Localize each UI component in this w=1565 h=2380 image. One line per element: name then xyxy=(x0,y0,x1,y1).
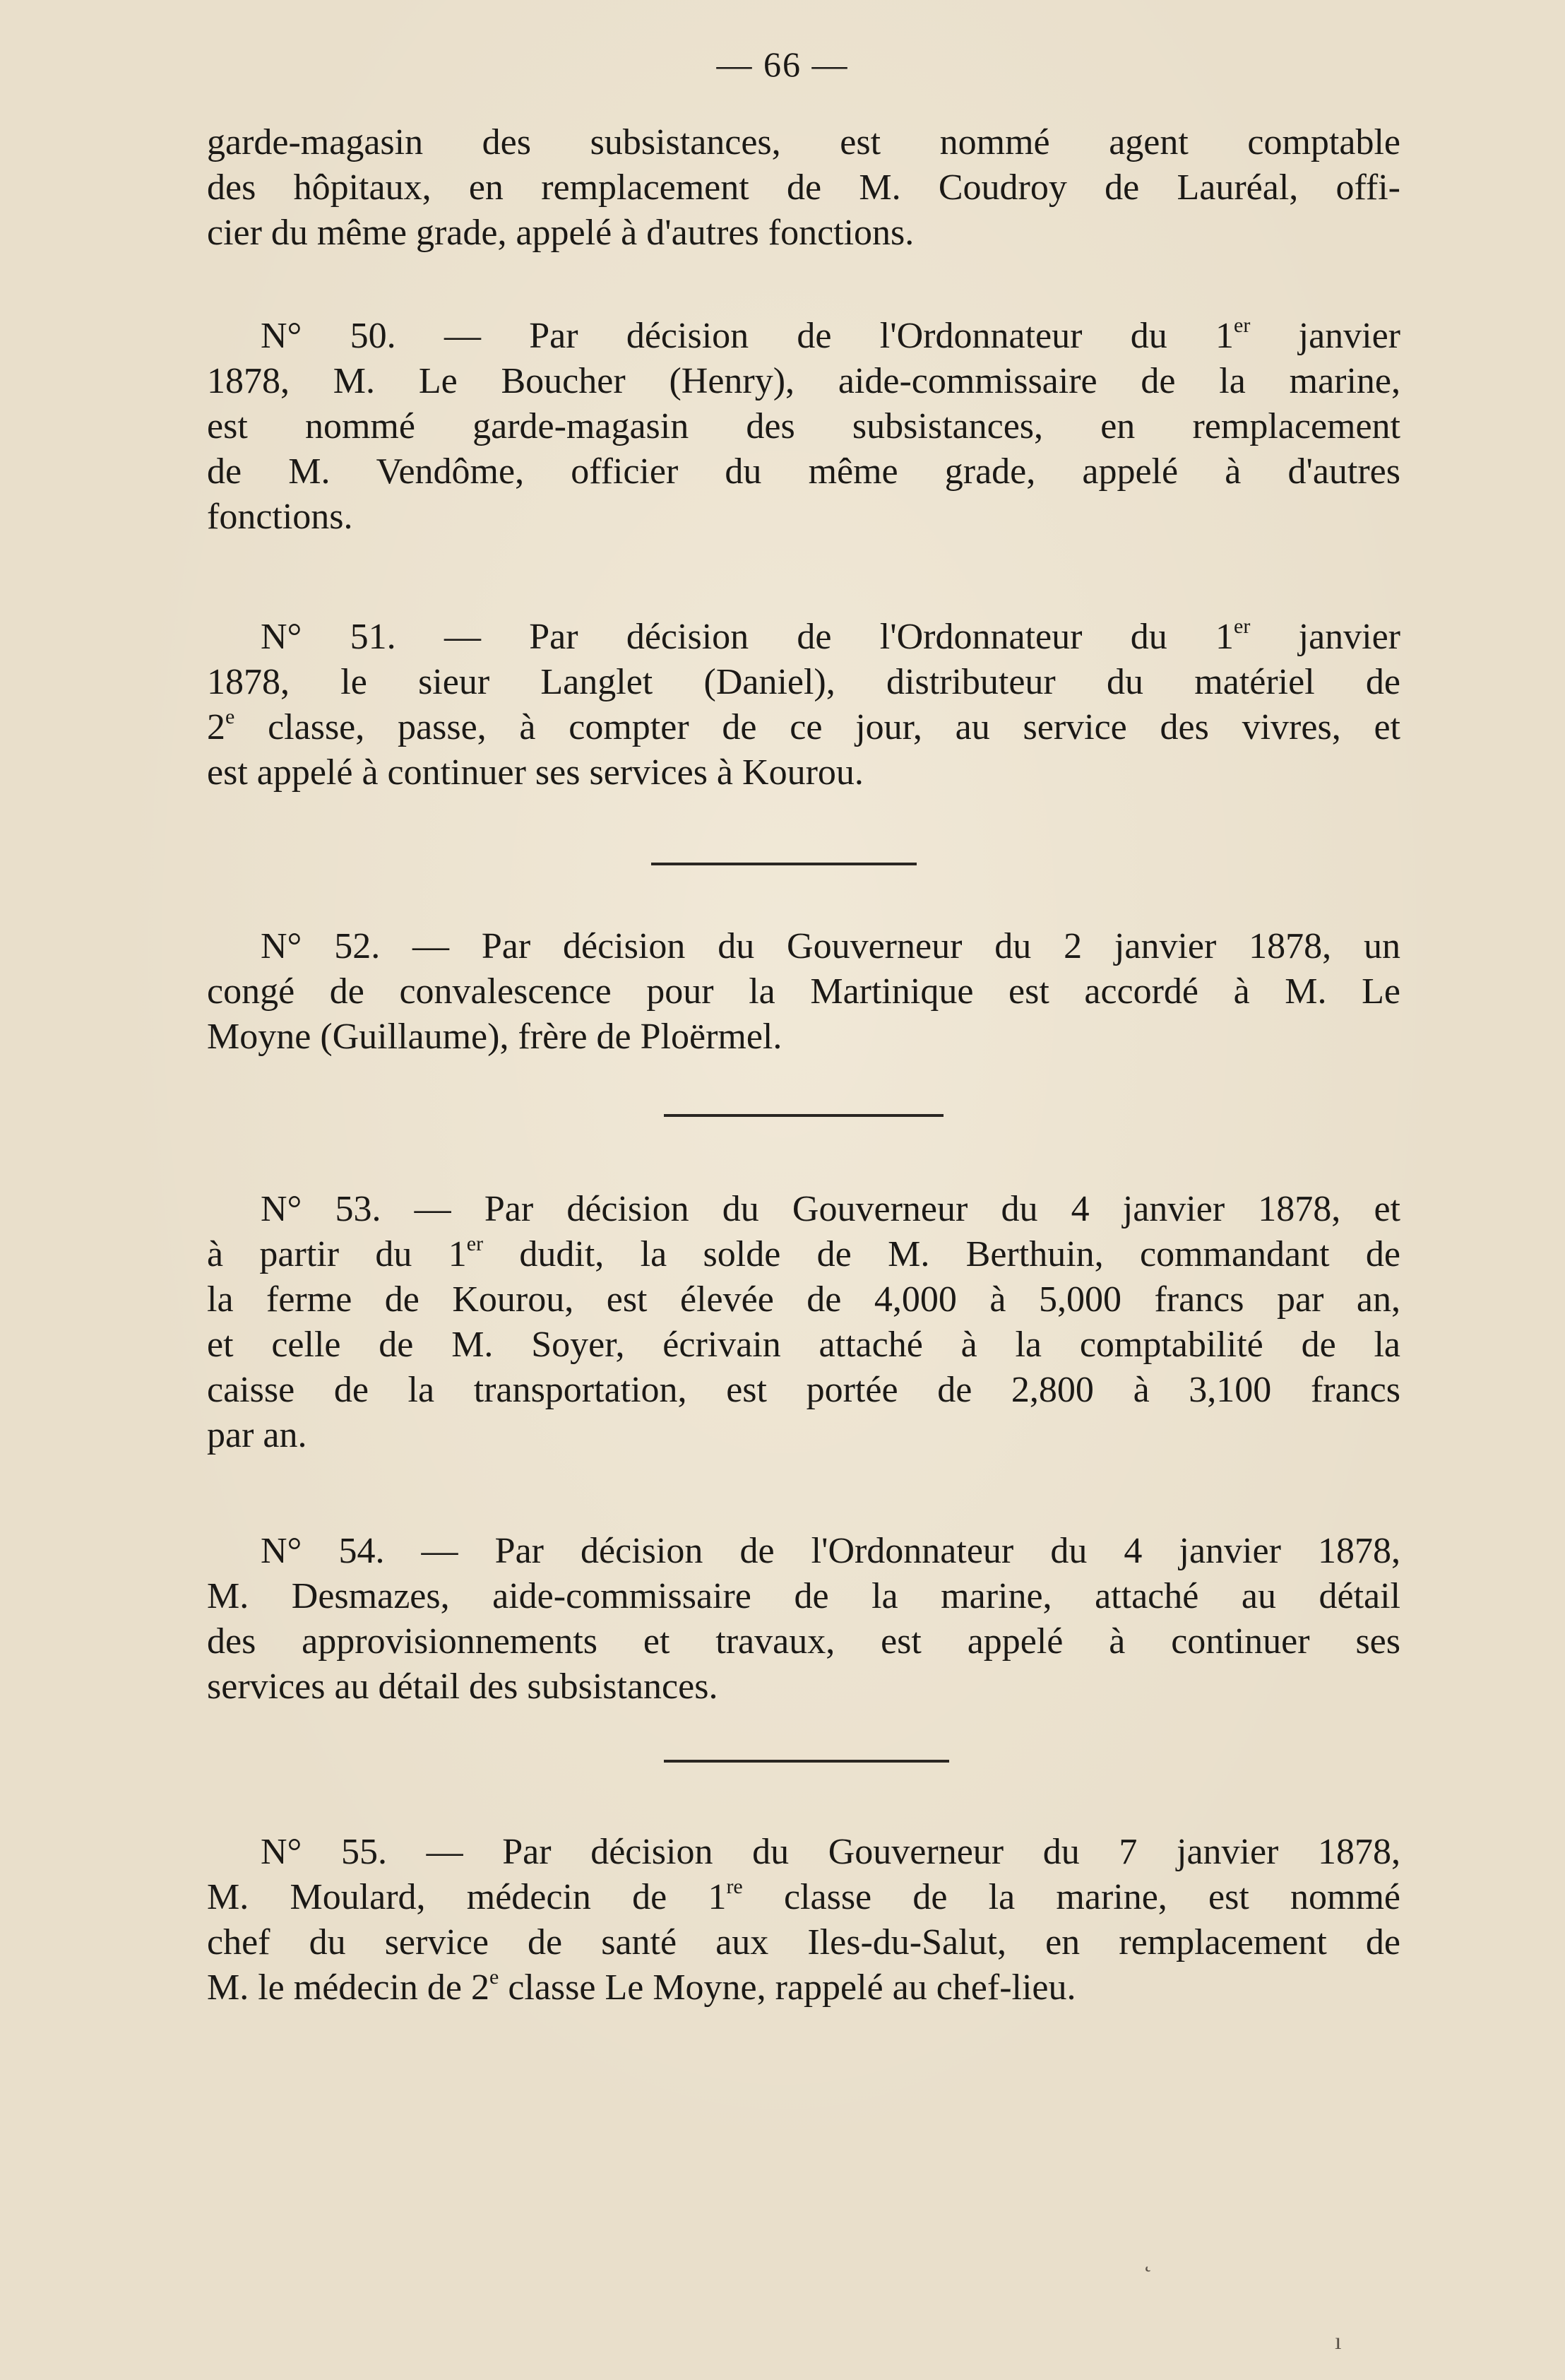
superscript: er xyxy=(1234,314,1251,337)
paragraph-no-50 xyxy=(207,314,1400,540)
text-line: chef du service de santé aux Iles-du-Salut, en remplacement de xyxy=(207,1922,1400,1962)
superscript: er xyxy=(466,1232,484,1255)
superscript: er xyxy=(1234,615,1251,638)
text-line: M. Moulard, médecin de 1re classe de la marine, est nommé xyxy=(207,1875,1400,1917)
text-line: 1878, M. Le Boucher (Henry), aide-commissaire de la marine, xyxy=(207,361,1400,401)
section-divider xyxy=(664,1760,949,1763)
text-line: caisse de la transportation, est portée de 2,800 à 3,100 francs xyxy=(207,1370,1400,1410)
text-line: congé de convalescence pour la Martinique est accordé à M. Le xyxy=(207,971,1400,1012)
paper-mark: ˛ xyxy=(1144,2246,1153,2273)
text-line: garde-magasin des subsistances, est nommé agent comptable xyxy=(207,122,1400,162)
text-line: 1878, le sieur Langlet (Daniel), distributeur du matériel de xyxy=(207,662,1400,702)
superscript: e xyxy=(225,705,235,728)
text-line: 2e classe, passe, à compter de ce jour, au service des vivres, et xyxy=(207,705,1400,747)
superscript: re xyxy=(726,1875,743,1898)
text-line: fonctions. xyxy=(207,497,353,537)
text-line: N° 50. — Par décision de l'Ordonnateur du 1er janvier xyxy=(261,314,1400,356)
paragraph-continuation xyxy=(207,120,1400,256)
paragraph-no-53 xyxy=(207,1187,1400,1458)
text-line: N° 53. — Par décision du Gouverneur du 4 janvier 1878, et xyxy=(261,1189,1400,1229)
paragraph-no-55 xyxy=(207,1830,1400,2011)
paper-mark: ı xyxy=(1335,2328,1342,2355)
text-line: est nommé garde-magasin des subsistances, en remplacement xyxy=(207,406,1400,446)
page-number: — 66 — xyxy=(716,45,849,84)
text-line: N° 54. — Par décision de l'Ordonnateur du 4 janvier 1878, xyxy=(261,1531,1400,1571)
section-divider xyxy=(651,863,917,865)
text-line: à partir du 1er dudit, la solde de M. Berthuin, commandant de xyxy=(207,1232,1401,1274)
text-line: est appelé à continuer ses services à Kourou. xyxy=(207,752,864,793)
text-line: M. Desmazes, aide-commissaire de la marine, attaché au détail xyxy=(207,1576,1400,1616)
text-line: cier du même grade, appelé à d'autres fonctions. xyxy=(207,213,915,253)
superscript: e xyxy=(489,1965,499,1989)
section-divider xyxy=(664,1114,944,1117)
text-line: services au détail des subsistances. xyxy=(207,1666,718,1707)
text-line: des approvisionnements et travaux, est appelé à continuer ses xyxy=(207,1621,1400,1662)
text-line: des hôpitaux, en remplacement de M. Coudroy de Lauréal, offi- xyxy=(207,167,1400,208)
text-line: Moyne (Guillaume), frère de Ploërmel. xyxy=(207,1017,782,1057)
text-line: par an. xyxy=(207,1415,307,1455)
text-line: N° 55. — Par décision du Gouverneur du 7 janvier 1878, xyxy=(261,1832,1400,1872)
text-line: N° 51. — Par décision de l'Ordonnateur du 1er janvier xyxy=(261,615,1400,657)
text-line: et celle de M. Soyer, écrivain attaché à la comptabilité de la xyxy=(207,1325,1400,1365)
text-line: la ferme de Kourou, est élevée de 4,000 à 5,000 francs par an, xyxy=(207,1279,1400,1320)
text-line: de M. Vendôme, officier du même grade, appelé à d'autres xyxy=(207,451,1400,492)
text-line: N° 52. — Par décision du Gouverneur du 2 janvier 1878, un xyxy=(261,926,1400,966)
paragraph-no-51 xyxy=(207,615,1400,795)
paragraph-no-52 xyxy=(207,924,1400,1060)
paragraph-no-54 xyxy=(207,1529,1400,1710)
text-line: M. le médecin de 2e classe Le Moyne, rappelé au chef-lieu. xyxy=(207,1965,1076,2008)
